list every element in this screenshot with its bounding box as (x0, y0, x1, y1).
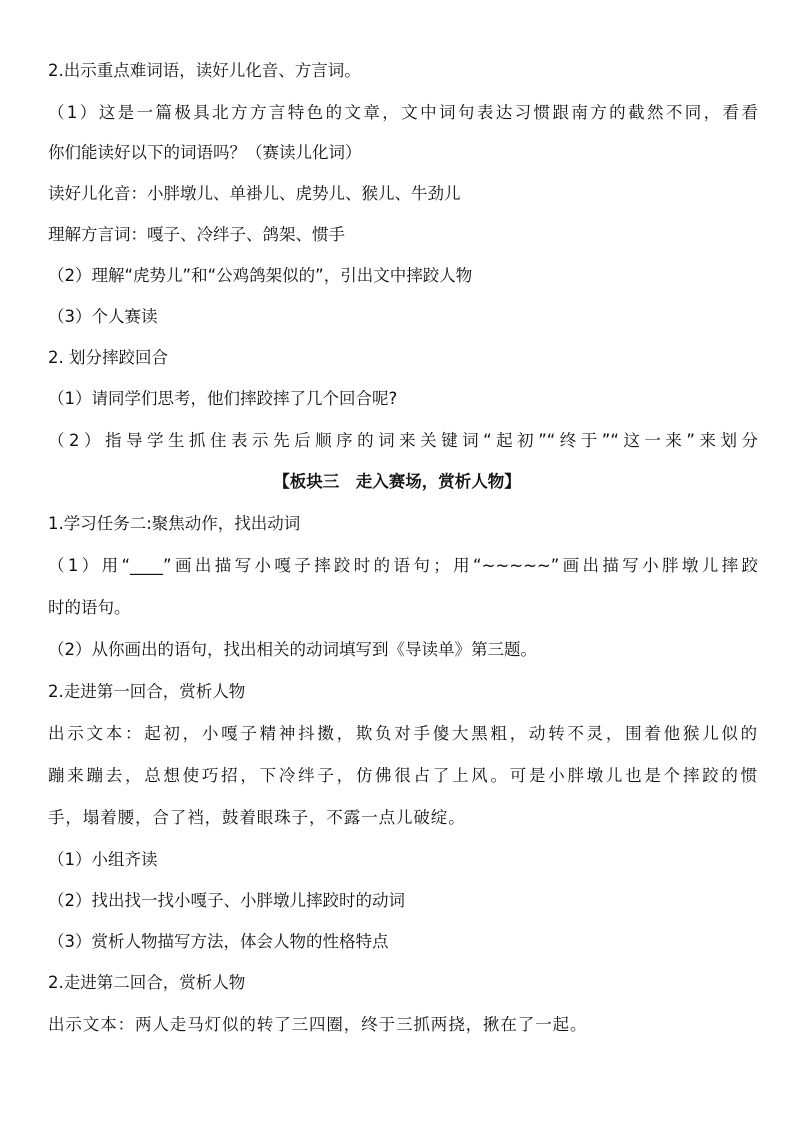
item-2-line: （2）理解“虎势儿”和“公鸡鸽架似的”，引出文中摔跤人物 (48, 266, 473, 285)
item-1-line-1: （1）这是一篇极具北方方言特色的文章，文中词句表达习惯跟南方的截然不同，看看 (48, 103, 758, 122)
dialect-words: 理解方言词：嘎子、冷绊子、鸽架、惯手 (48, 225, 345, 244)
item-1-line-2: 你们能读好以下的词语吗？（赛读儿化词） (48, 143, 362, 162)
round-1-heading: 2.走进第一回合，赏析人物 (48, 682, 246, 701)
task-item-1-line-2: 时的语句。 (48, 598, 131, 617)
task-item-2: （2）从你画出的语句，找出相关的动词填写到《导读单》第三题。 (48, 640, 537, 659)
excerpt-1-line-3: 手，塌着腰，合了裆，鼓着眼珠子，不露一点儿破绽。 (48, 808, 466, 827)
step-2-round-heading: 2. 划分摔跤回合 (48, 348, 168, 367)
round-2-heading: 2.走进第二回合，赏析人物 (48, 973, 246, 992)
round-1-item-3: （3）赏析人物描写方法，体会人物的性格特点 (48, 932, 389, 951)
excerpt-1-line-1: 出示文本：起初，小嘎子精神抖擞，欺负对手傻大黑粗，动转不灵，围着他猴儿似的 (48, 724, 758, 743)
excerpt-2-line-1: 出示文本：两人走马灯似的转了三四圈，终于三抓两挠，揪在了一起。 (48, 1015, 588, 1034)
task-item-1-line-1: （1）用“____”画出描写小嘎子摔跤时的语句；用“~~~~~”画出描写小胖墩儿摔跤 (48, 556, 758, 575)
section-title: 【板块三 走入赛场，赏析人物】 (273, 472, 521, 491)
task-2-heading: 1.学习任务二:聚焦动作，找出动词 (48, 514, 301, 533)
item-3-line: （3）个人赛读 (48, 307, 158, 326)
erhua-words: 读好儿化音：小胖墩儿、单褂儿、虎势儿、猴儿、牛劲儿 (48, 184, 461, 203)
excerpt-1-line-2: 蹦来蹦去，总想使巧招，下冷绊子，仿佛很占了上风。可是小胖墩儿也是个摔跤的惯 (48, 766, 758, 785)
round-item-2: （2）指导学生抓住表示先后顺序的词来关键词“起初”“终于”“这一来”来划分 (48, 431, 758, 450)
round-1-item-2: （2）找出找一找小嘎子、小胖墩儿摔跤时的动词 (48, 891, 405, 910)
step-2-heading: 2.出示重点难词语，读好儿化音、方言词。 (48, 61, 361, 80)
round-item-1: （1）请同学们思考，他们摔跤摔了几个回合呢? (48, 389, 398, 408)
round-1-item-1: （1）小组齐读 (48, 850, 158, 869)
